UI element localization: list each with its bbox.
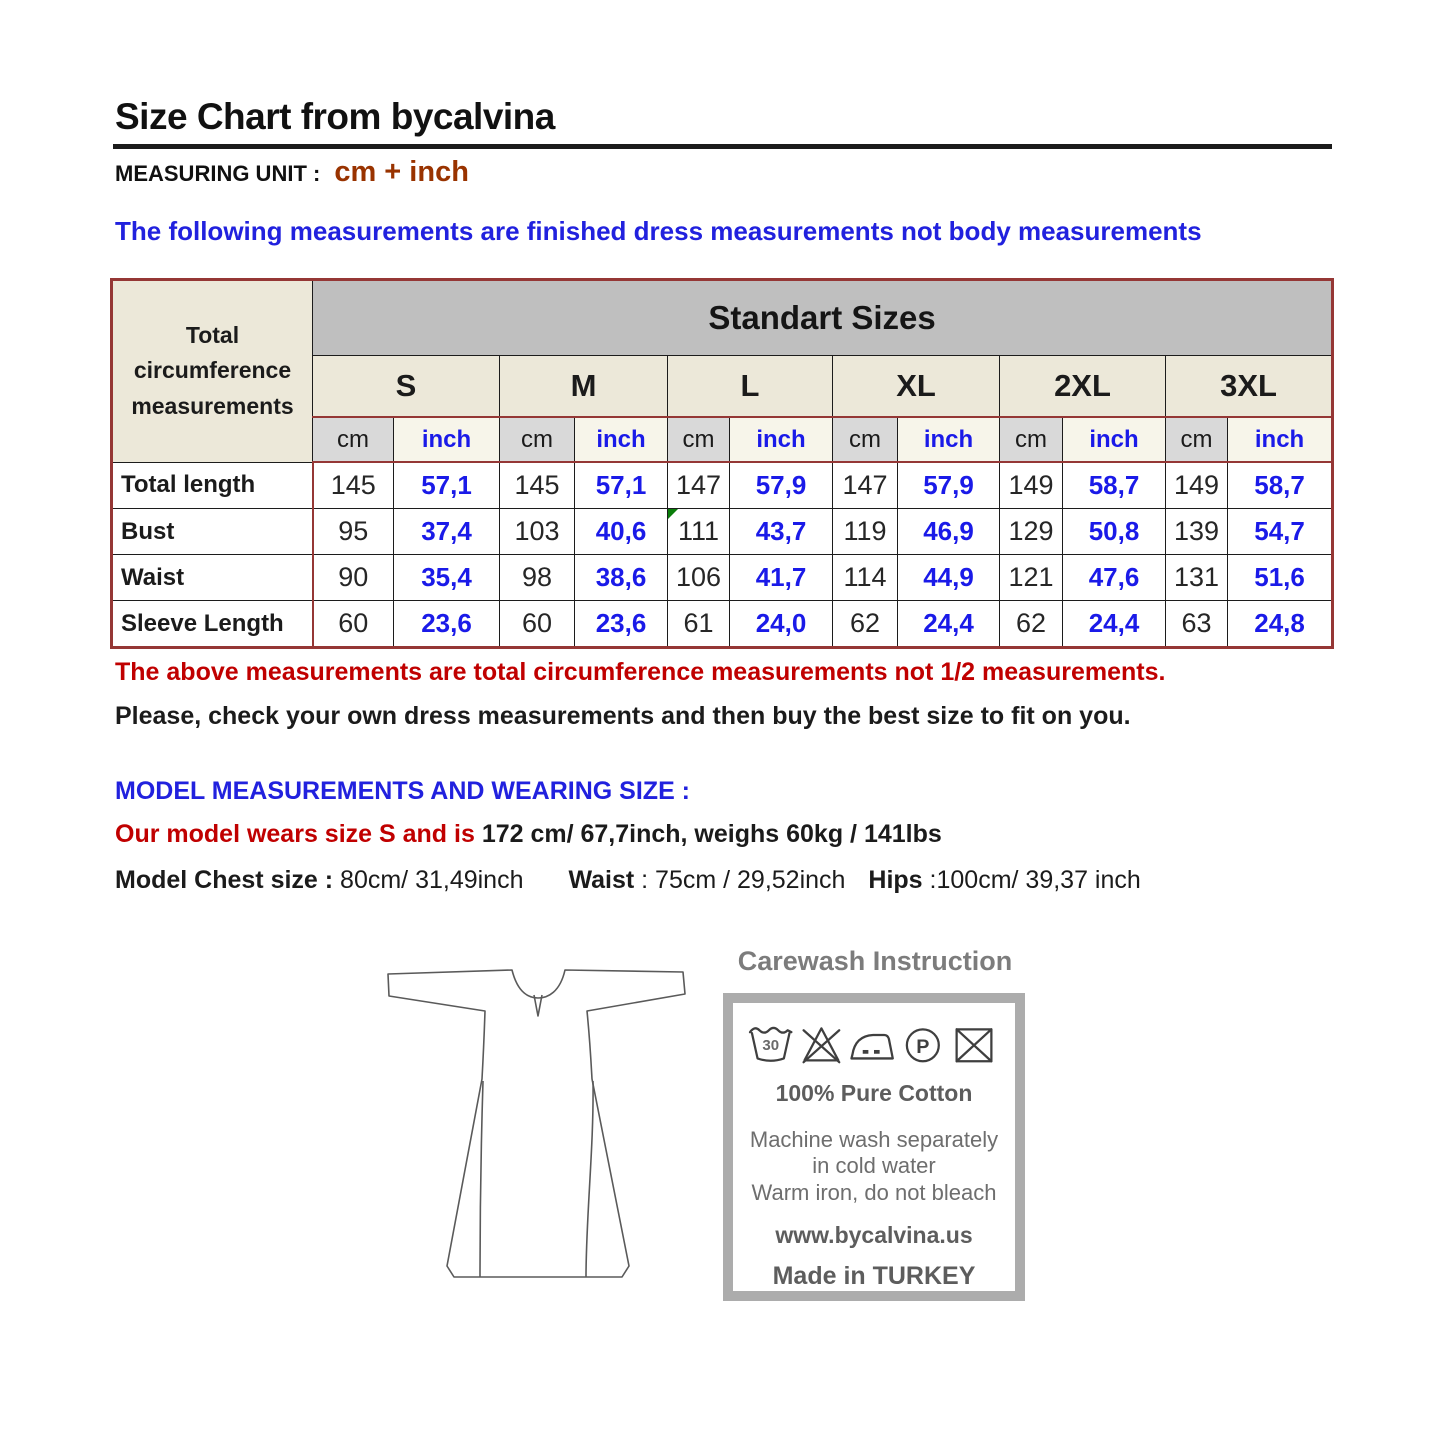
table-row-total-length [112, 462, 1333, 509]
cell-value: 60 [313, 601, 394, 648]
care-icons-row [740, 1019, 1008, 1068]
model-sizes-line [115, 866, 1141, 895]
cell-value: 54,7 [1228, 509, 1333, 555]
cell-value: 149 [1166, 462, 1228, 509]
size-table [110, 278, 1334, 649]
unit-header-inch: inch [1228, 417, 1333, 462]
cell-value: 139 [1166, 509, 1228, 555]
cell-value: 37,4 [394, 509, 500, 555]
cell-value: 62 [833, 601, 898, 648]
cell-value: 61 [668, 601, 730, 648]
model-chest-label: Model Chest size : [115, 866, 334, 894]
unit-header-cm: cm [1000, 417, 1063, 462]
unit-header-cm: cm [500, 417, 575, 462]
warm-iron-icon [851, 1035, 892, 1058]
cell-value: 58,7 [1228, 462, 1333, 509]
unit-header-cm: cm [833, 417, 898, 462]
unit-header-inch: inch [575, 417, 668, 462]
row-label: Sleeve Length [112, 601, 313, 648]
row-label: Total length [112, 462, 313, 509]
cell-value: 121 [1000, 555, 1063, 601]
cell-value: 57,1 [394, 462, 500, 509]
model-hips-label: Hips [868, 866, 923, 894]
cell-value: 58,7 [1063, 462, 1166, 509]
unit-header-inch: inch [730, 417, 833, 462]
cell-value: 35,4 [394, 555, 500, 601]
row-label: Waist [112, 555, 313, 601]
cell-value: 119 [833, 509, 898, 555]
care-instruction-line: Machine wash separately [749, 1126, 999, 1152]
care-instruction-line: Warm iron, do not bleach [751, 1179, 997, 1205]
model-chest-value: 80cm/ 31,49inch [340, 866, 524, 894]
cell-value: 24,8 [1228, 601, 1333, 648]
carewash-title: Carewash Instruction [737, 946, 1013, 976]
unit-header-inch: inch [1063, 417, 1166, 462]
corner-label: Total circumference measurements [112, 280, 313, 463]
cell-value: 129 [1000, 509, 1063, 555]
circumference-note: The above measurements are total circumference measurements not 1/2 measurements. [115, 658, 1166, 686]
cell-value: 24,4 [1063, 601, 1166, 648]
made-in-label: Made in TURKEY [772, 1262, 976, 1290]
cell-value: 50,8 [1063, 509, 1166, 555]
model-wears-line [115, 820, 942, 849]
measuring-unit-label: MEASURING UNIT : [115, 161, 321, 186]
cell-value: 145 [500, 462, 575, 509]
model-hips-value: :100cm/ 39,37 inch [929, 866, 1141, 894]
unit-header-inch: inch [394, 417, 500, 462]
size-col-xl: XL [833, 356, 1000, 418]
cell-value: 44,9 [898, 555, 1000, 601]
svg-text:30: 30 [762, 1036, 780, 1054]
cell-value: 24,4 [898, 601, 1000, 648]
model-measurements-heading: MODEL MEASUREMENTS AND WEARING SIZE : [115, 777, 691, 805]
website-text: www.bycalvina.us [775, 1222, 973, 1248]
cell-value: 57,9 [898, 462, 1000, 509]
do-not-tumble-dry-icon [957, 1029, 992, 1061]
wash-30-icon [750, 1028, 791, 1061]
cell-value: 38,6 [575, 555, 668, 601]
size-col-l: L [668, 356, 833, 418]
size-col-m: M [500, 356, 668, 418]
cell-value: 106 [668, 555, 730, 601]
cell-value: 131 [1166, 555, 1228, 601]
cell-value: 62 [1000, 601, 1063, 648]
cell-value: 63 [1166, 601, 1228, 648]
cell-value: 98 [500, 555, 575, 601]
cell-value-flagged: 111 [668, 509, 730, 555]
finished-measurements-note: The following measurements are finished dress measurements not body measurements [115, 216, 1202, 246]
model-wears-red-text: Our model wears size S and is [115, 820, 475, 848]
cell-value: 60 [500, 601, 575, 648]
carewash-box [723, 993, 1025, 1301]
cell-value: 24,0 [730, 601, 833, 648]
cell-value: 147 [668, 462, 730, 509]
cell-value: 43,7 [730, 509, 833, 555]
dry-clean-p-icon [907, 1029, 939, 1061]
size-col-2xl: 2XL [1000, 356, 1166, 418]
size-col-s: S [313, 356, 500, 418]
cell-value: 114 [833, 555, 898, 601]
unit-header-cm: cm [1166, 417, 1228, 462]
care-instruction-line: in cold water [812, 1153, 936, 1179]
cell-value: 40,6 [575, 509, 668, 555]
cell-value: 23,6 [575, 601, 668, 648]
model-wears-black-text: 172 cm/ 67,7inch, weighs 60kg / 141lbs [481, 820, 942, 848]
do-not-bleach-icon [804, 1028, 840, 1062]
page-title: Size Chart from bycalvina [115, 96, 555, 137]
table-row-sleeve-length [112, 601, 1333, 648]
cell-value: 41,7 [730, 555, 833, 601]
svg-text:P: P [916, 1035, 930, 1058]
model-waist-label: Waist [568, 866, 635, 894]
cell-value: 145 [313, 462, 394, 509]
size-col-3xl: 3XL [1166, 356, 1333, 418]
unit-header-cm: cm [668, 417, 730, 462]
cell-value: 23,6 [394, 601, 500, 648]
cell-value: 147 [833, 462, 898, 509]
check-size-note: Please, check your own dress measurements and then buy the best size to fit on you. [115, 702, 1131, 730]
cell-value: 57,9 [730, 462, 833, 509]
cell-value: 47,6 [1063, 555, 1166, 601]
title-underline [113, 144, 1332, 149]
table-row-bust [112, 509, 1333, 555]
cell-value: 149 [1000, 462, 1063, 509]
dress-sketch [372, 956, 704, 1340]
cell-value: 95 [313, 509, 394, 555]
cell-value: 51,6 [1228, 555, 1333, 601]
standart-sizes-header: Standart Sizes [313, 280, 1333, 356]
measuring-unit-value: cm + inch [334, 156, 469, 188]
model-waist-value: : 75cm / 29,52inch [641, 866, 846, 894]
cell-value: 57,1 [575, 462, 668, 509]
dress-outline [388, 970, 685, 1277]
cell-value: 46,9 [898, 509, 1000, 555]
table-row-waist [112, 555, 1333, 601]
unit-header-inch: inch [898, 417, 1000, 462]
fabric-label: 100% Pure Cotton [775, 1079, 973, 1106]
cell-value: 90 [313, 555, 394, 601]
cell-value: 103 [500, 509, 575, 555]
unit-header-cm: cm [313, 417, 394, 462]
measuring-unit-line [115, 156, 469, 189]
row-label: Bust [112, 509, 313, 555]
